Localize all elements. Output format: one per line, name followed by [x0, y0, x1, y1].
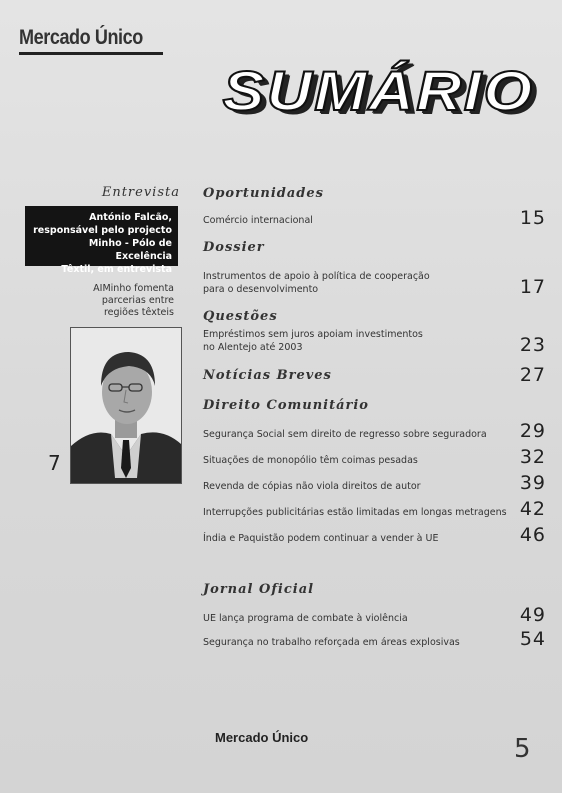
toc-item-interrupcoes[interactable]: Interrupções publicitárias estão limitadas em longas metragens	[203, 507, 507, 518]
caption-line: AIMinho fomenta	[93, 283, 174, 294]
caption-line: regiões têxteis	[103, 307, 174, 318]
toc-page-number: 29	[519, 420, 546, 442]
toc-page-number: 32	[519, 446, 546, 468]
toc-page-number: 54	[519, 628, 546, 650]
toc-item-seguranca-social[interactable]: Segurança Social sem direito de regresso sobre seguradora	[203, 429, 487, 440]
brand-underline	[19, 52, 163, 55]
interview-box-line: Minho - Pólo de Excelência	[88, 238, 172, 262]
page-title: SUMÁRIO	[222, 59, 534, 122]
toc-page-number: 23	[519, 334, 546, 356]
footer-page-number: 5	[514, 734, 531, 764]
toc-item-line: para o desenvolvimento	[203, 284, 319, 295]
portrait-photo	[70, 327, 182, 484]
section-interview-heading: Entrevista	[101, 185, 180, 200]
toc-item-line: Empréstimos sem juros apoiam investimentos	[203, 329, 423, 340]
section-heading-direito-comunitario: Direito Comunitário	[203, 398, 369, 413]
toc-item-india-paquistao[interactable]: Índia e Paquistão podem continuar a vender à UE	[203, 533, 439, 544]
interview-highlight-box[interactable]	[25, 206, 178, 275]
toc-page-number: 17	[519, 276, 546, 298]
footer-brand: Mercado Único	[215, 730, 309, 745]
interview-box-line: Têxtil, em entrevista	[61, 264, 172, 275]
section-heading-noticias-breves[interactable]: Notícias Breves	[203, 368, 332, 383]
toc-page-number: 15	[519, 207, 546, 229]
toc-item-emprestimos[interactable]	[203, 328, 513, 354]
toc-item-revenda[interactable]: Revenda de cópias não viola direitos de autor	[203, 481, 421, 492]
interview-caption[interactable]	[75, 283, 174, 319]
interview-page-number: 7	[48, 451, 61, 475]
section-heading-dossier: Dossier	[203, 240, 265, 255]
toc-item-violencia[interactable]: UE lança programa de combate à violência	[203, 613, 408, 624]
toc-item-line: Instrumentos de apoio à política de cooperação	[203, 271, 430, 282]
section-heading-questoes: Questões	[203, 309, 278, 324]
portrait-photo-icon	[71, 328, 181, 483]
toc-item-comercio[interactable]: Comércio internacional	[203, 215, 313, 226]
caption-line: parcerias entre	[101, 295, 174, 306]
interview-box-line: António Falcão,	[89, 212, 172, 223]
section-heading-oportunidades: Oportunidades	[203, 186, 324, 201]
toc-page-number: 39	[519, 472, 546, 494]
section-heading-jornal-oficial: Jornal Oficial	[203, 582, 315, 597]
toc-item-monopolio[interactable]: Situações de monopólio têm coimas pesadas	[203, 455, 418, 466]
toc-item-line: no Alentejo até 2003	[203, 342, 303, 353]
brand-title: Mercado Único	[19, 26, 143, 49]
toc-page-number: 46	[519, 524, 546, 546]
toc-item-trabalho[interactable]: Segurança no trabalho reforçada em áreas explosivas	[203, 637, 460, 648]
toc-page-number: 27	[519, 364, 546, 386]
toc-item-instrumentos[interactable]	[203, 270, 513, 296]
toc-page-number: 49	[519, 604, 546, 626]
interview-box-line: responsável pelo projecto	[33, 225, 172, 236]
toc-page-number: 42	[519, 498, 546, 520]
